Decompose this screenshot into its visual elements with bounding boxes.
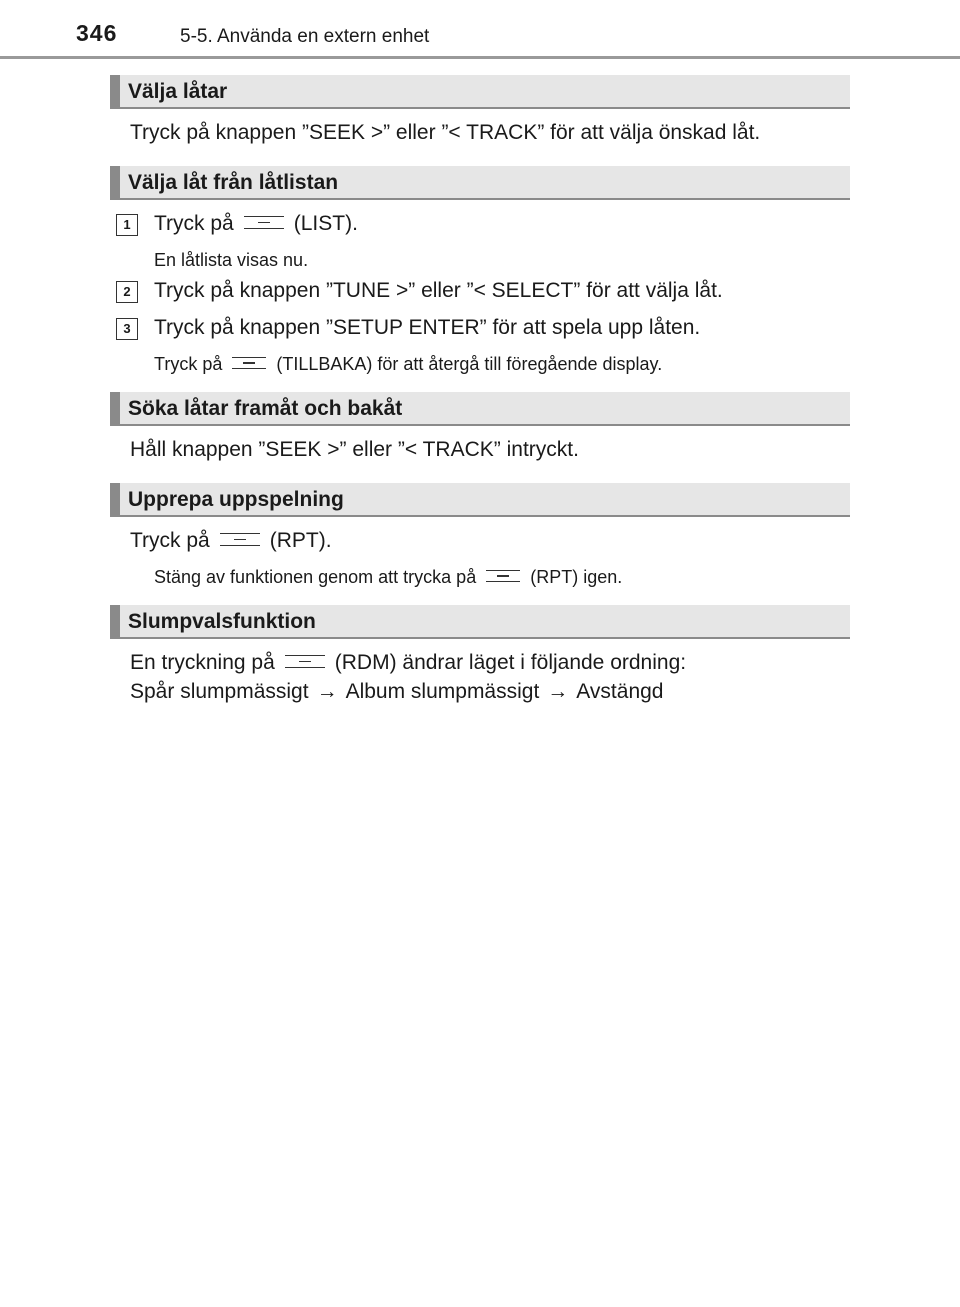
step-3-note-pre: Tryck på (154, 354, 223, 374)
rpt-button-icon (220, 533, 260, 546)
repeat-note-post: (RPT) igen. (530, 567, 623, 587)
rdm-button-icon (285, 655, 325, 668)
page-number: 346 (76, 20, 118, 46)
step-2-text: Tryck på knappen ”TUNE >” eller ”< SELECT” för att välja låt. (154, 279, 723, 302)
random-line-1-pre: En tryckning på (130, 651, 275, 674)
section-heading-select-from-list (110, 166, 850, 200)
header-rule (0, 56, 960, 59)
random-line-1 (130, 651, 686, 675)
step-1-note: En låtlista visas nu. (154, 250, 309, 270)
repeat-note (154, 567, 622, 588)
section-heading-text: Välja låtar (128, 80, 228, 103)
step-3-text: Tryck på knappen ”SETUP ENTER” för att spela upp låten. (154, 316, 701, 339)
section-heading-seek (110, 392, 850, 426)
seek-text: Håll knappen ”SEEK >” eller ”< TRACK” intryckt. (130, 438, 579, 461)
random-line-1-post: (RDM) ändrar läget i följande ordning: (334, 651, 687, 674)
section-heading-random (110, 605, 850, 639)
random-seq-2: Album slumpmässigt (345, 680, 540, 703)
section-heading-repeat (110, 483, 850, 517)
step-number-1: 1 (116, 214, 138, 236)
chapter-title: 5-5. Använda en extern enhet (180, 26, 430, 47)
back-button-icon (232, 357, 266, 369)
step-3-note-post: (TILLBAKA) för att återgå till föregående display. (276, 354, 663, 374)
page-header (0, 0, 960, 60)
arrow-right-icon: → (316, 680, 338, 703)
arrow-right-icon: → (547, 680, 569, 703)
repeat-pre: Tryck på (130, 529, 210, 552)
list-button-icon (244, 216, 284, 229)
random-seq-3: Avstängd (576, 680, 664, 703)
step-1-text (154, 212, 358, 236)
step-number-3: 3 (116, 318, 138, 340)
select-tracks-text: Tryck på knappen ”SEEK >” eller ”< TRACK” för att välja önskad låt. (130, 121, 761, 144)
section-heading-text: Slumpvalsfunktion (128, 610, 316, 633)
rpt-button-icon-small (486, 570, 520, 582)
section-heading-text: Välja låt från låtlistan (128, 171, 339, 194)
repeat-text (130, 529, 332, 553)
step-1-pre: Tryck på (154, 212, 234, 235)
step-3-note (154, 354, 662, 375)
random-sequence (130, 680, 663, 704)
random-seq-1: Spår slumpmässigt (130, 680, 309, 703)
repeat-post: (RPT). (269, 529, 332, 552)
section-heading-select-tracks (110, 75, 850, 109)
section-heading-text: Upprepa uppspelning (128, 488, 344, 511)
repeat-note-pre: Stäng av funktionen genom att trycka på (154, 567, 477, 587)
step-number-2: 2 (116, 281, 138, 303)
step-1-post: (LIST). (293, 212, 358, 235)
section-heading-text: Söka låtar framåt och bakåt (128, 397, 403, 420)
